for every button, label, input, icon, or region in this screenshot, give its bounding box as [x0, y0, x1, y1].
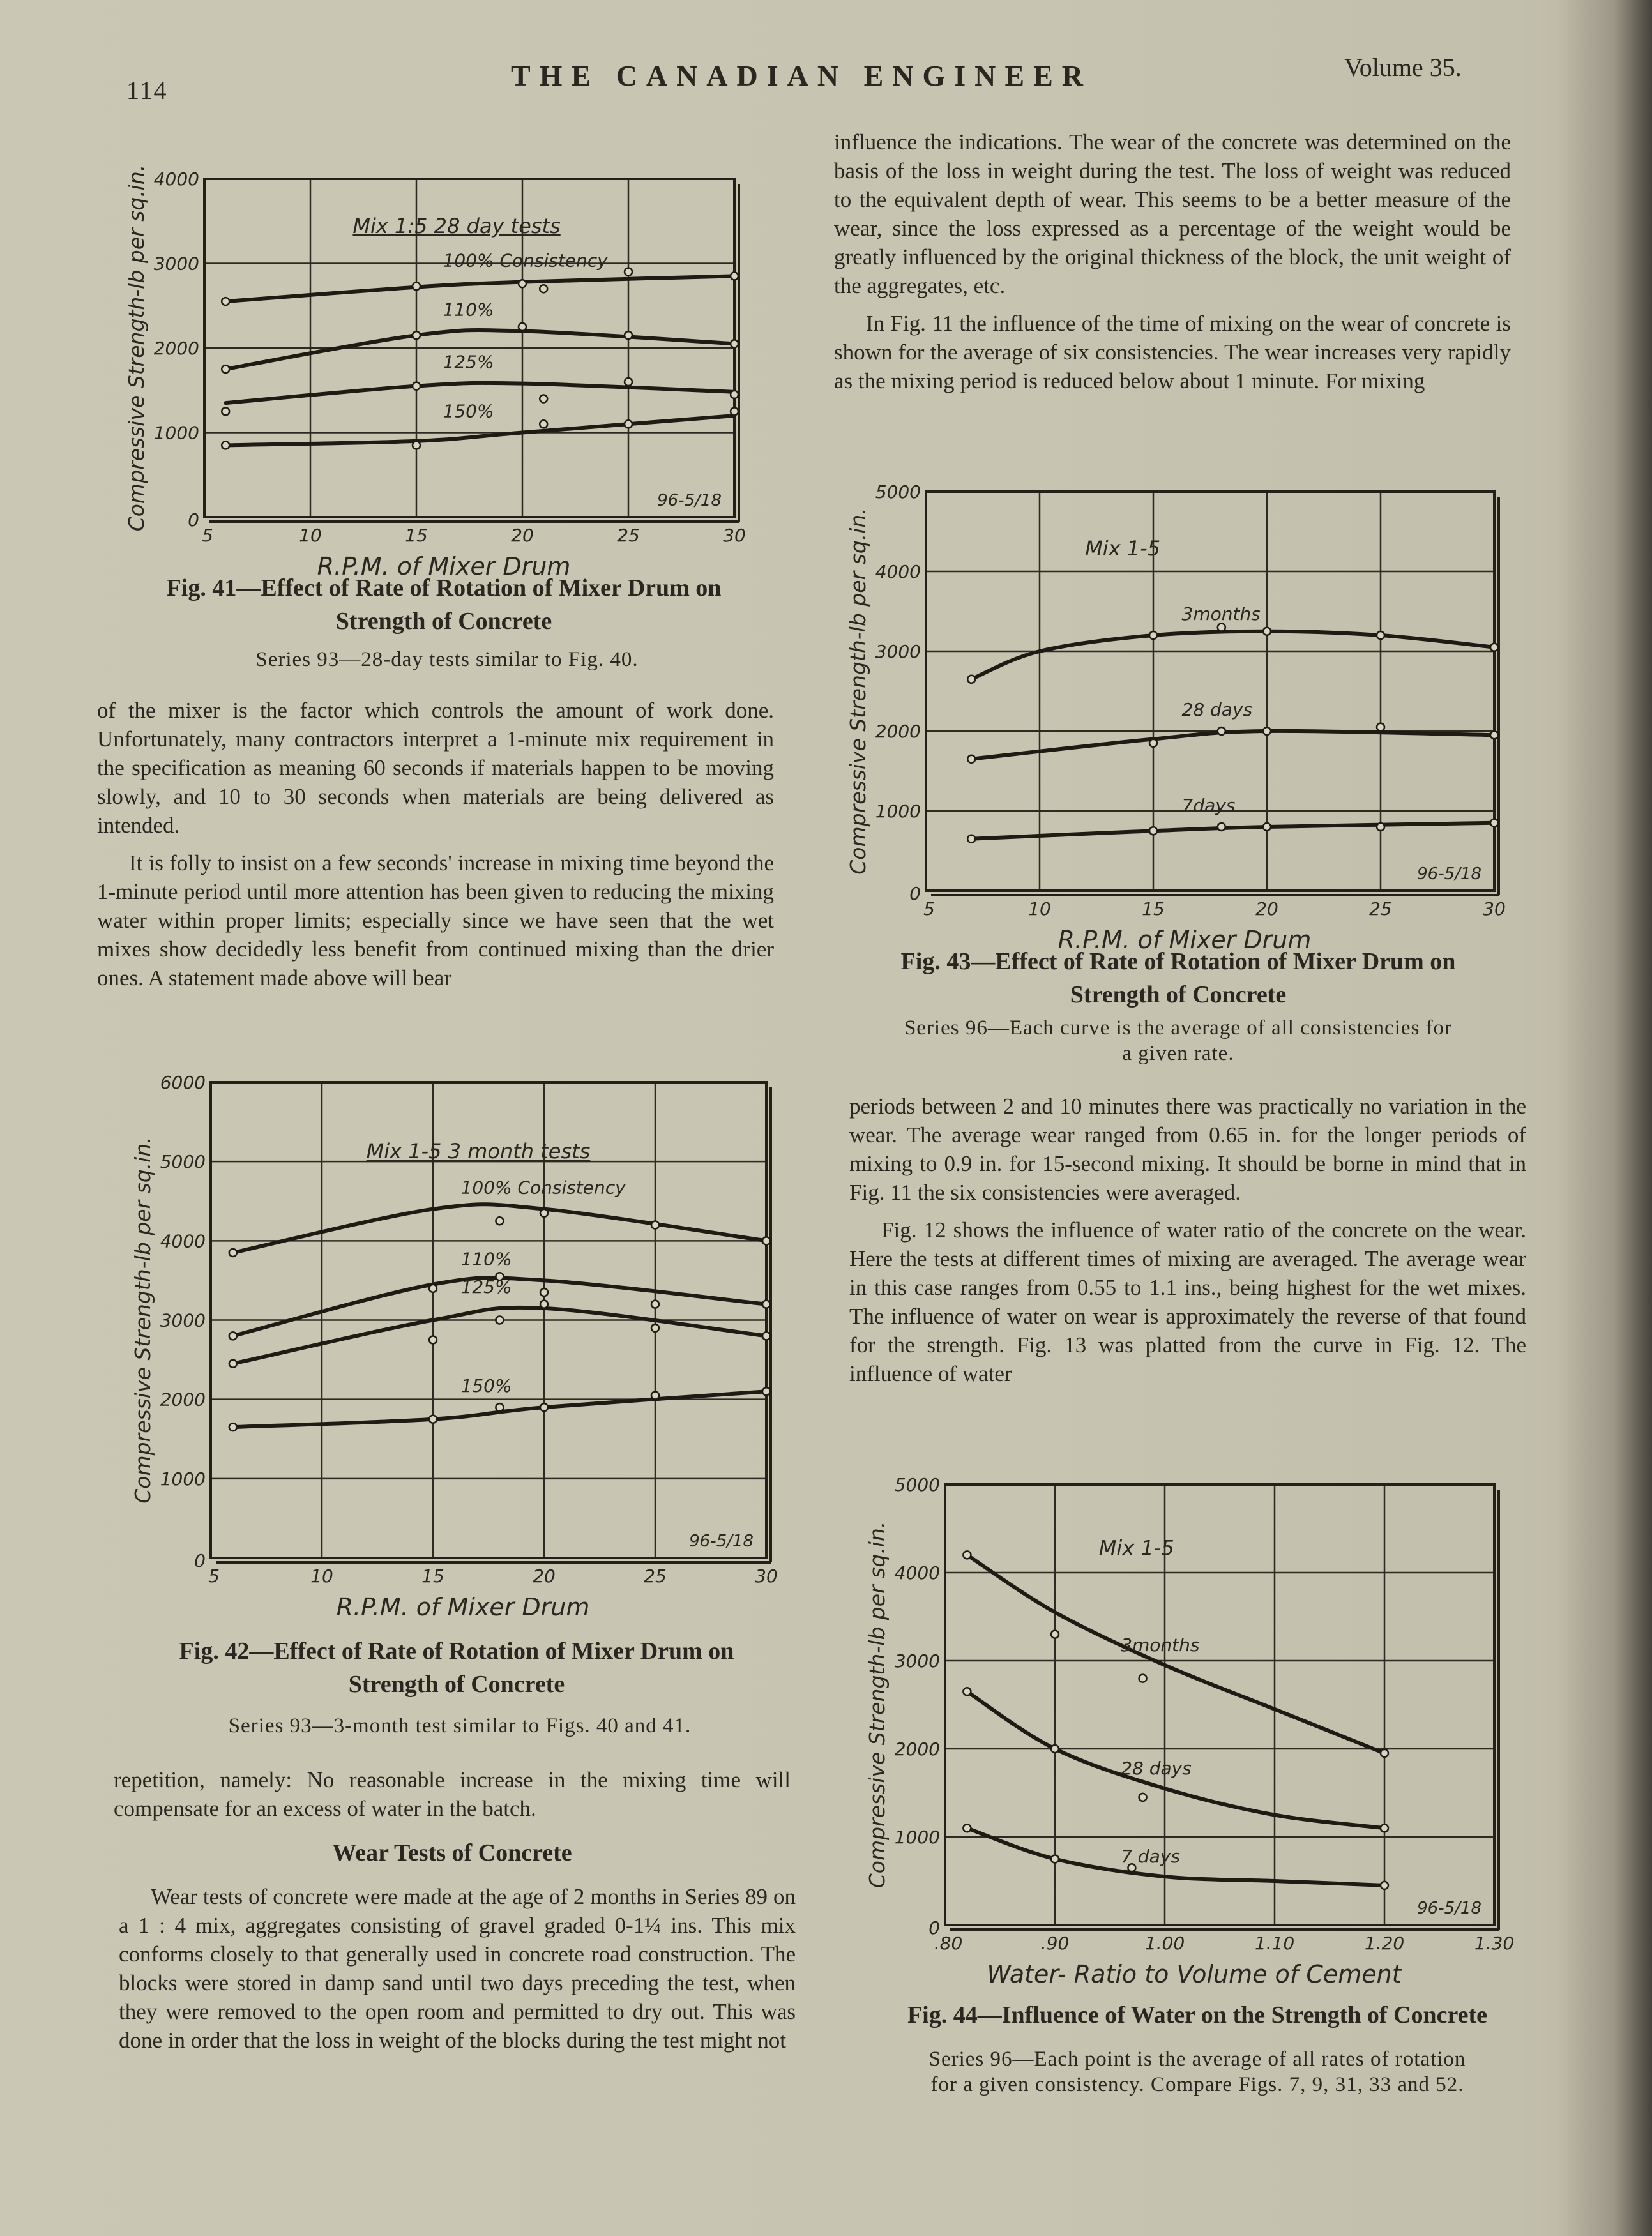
fig42-data-point [540, 1209, 548, 1217]
fig43-x-tick-label: 20 [1255, 898, 1278, 919]
section-heading-wear-tests: Wear Tests of Concrete [332, 1839, 572, 1866]
fig42-y-tick-label: 3000 [160, 1310, 206, 1331]
fig41-y-tick-label: 4000 [153, 169, 199, 190]
fig43-x-tick-label: 25 [1369, 898, 1392, 919]
fig41-data-point [413, 331, 420, 339]
fig41-data-point [222, 298, 229, 305]
fig41-x-tick-label: 20 [511, 525, 534, 546]
fig41-y-axis-label: Compressive Strength-lb per sq.in. [124, 164, 149, 532]
fig44-series-label: 28 days [1121, 1758, 1192, 1779]
fig43-series-line [971, 823, 1494, 839]
fig41-y-tick-label: 0 [188, 510, 199, 531]
fig42-x-tick-label: 25 [644, 1566, 667, 1587]
fig41-data-point [540, 285, 547, 292]
left-para-4: Wear tests of concrete were made at the age of 2 months in Series 89 on a 1 : 4 mix, aggregates consisting of gravel graded 0-1¼ ins. This mix conforms closely to that generally used in concrete road construction. The blocks were stored in damp sand until two days preceding the test, when they were removed to the open room and permitted to dry out. This was done in order that the loss in weight of the blocks during the test might not [119, 1884, 796, 2053]
fig44-y-axis-label: Compressive Strength-lb per sq.in. [865, 1521, 890, 1889]
fig42-data-point [762, 1332, 770, 1340]
fig42-data-point [429, 1285, 437, 1292]
fig44-y-tick-label: 0 [928, 1917, 940, 1938]
fig43-series-note-line2: a given rate. [1122, 1042, 1234, 1065]
fig43-data-point [1263, 823, 1271, 831]
fig41-caption-line1: Fig. 41—Effect of Rate of Rotation of Mixer Drum on [166, 575, 722, 601]
fig44-x-tick-label: 1.20 [1364, 1933, 1405, 1954]
fig44-chart-title: Mix 1-5 [1098, 1536, 1174, 1560]
fig43-series-line [971, 631, 1494, 679]
fig43-x-tick-label: 5 [923, 898, 935, 919]
fig44-data-point [963, 1688, 971, 1695]
fig43-data-point [967, 755, 975, 763]
fig42-svg [128, 1072, 792, 1638]
fig42-chart-title: Mix 1-5 3 month tests [366, 1139, 591, 1164]
left-column-text-3 [119, 1882, 796, 2055]
right-para-2: In Fig. 11 the influence of the time of mixing on the wear of concrete is shown for the average of six consistencies. The wear increases very rapidly as the mixing period is reduced below about 1 minute. For mixing [834, 311, 1511, 393]
fig41-data-point [519, 280, 526, 287]
fig43-data-point [1263, 727, 1271, 735]
fig42-data-point [651, 1391, 659, 1399]
fig41-data-point [625, 268, 632, 276]
right-column-text-1 [834, 128, 1511, 395]
fig43-x-tick-label: 10 [1028, 898, 1051, 919]
left-column-text-2 [114, 1765, 791, 1823]
fig41-data-point [222, 365, 229, 373]
fig42-chart [128, 1072, 792, 1638]
fig41-series-label: 100% Consistency [443, 250, 608, 271]
fig41-y-tick-label: 2000 [153, 338, 199, 359]
fig42-x-tick-label: 15 [421, 1566, 444, 1587]
fig42-caption-line2: Strength of Concrete [348, 1671, 565, 1698]
fig42-x-tick-label: 30 [755, 1566, 778, 1587]
fig43-y-tick-label: 0 [909, 883, 921, 904]
right-column-text-2 [849, 1092, 1526, 1388]
book-gutter-shadow [1556, 0, 1652, 2236]
fig41-data-point [413, 282, 420, 290]
fig41-series-line [225, 383, 734, 403]
fig42-y-tick-label: 5000 [160, 1151, 206, 1173]
fig41-x-tick-label: 5 [202, 525, 213, 546]
fig41-y-tick-label: 3000 [153, 253, 199, 275]
volume-label: Volume 35. [1344, 53, 1462, 82]
fig42-data-point [762, 1301, 770, 1308]
right-para-1: influence the indications. The wear of the concrete was determined on the basis of the loss in weight during the test. The loss of weight was reduced to the equivalent depth of wear. This seems to be a better measure of the wear, since the loss expressed as a percentage of the weight would be greatly influenced by the original thickness of the block, the unit weight of the aggregates, etc. [834, 130, 1511, 298]
fig41-data-point [222, 407, 229, 415]
fig41-x-tick-label: 10 [299, 525, 322, 546]
fig43-y-tick-label: 5000 [875, 481, 921, 502]
fig41-x-tick-label: 30 [723, 525, 746, 546]
fig43-data-point [1218, 727, 1225, 735]
fig44-series-label: 7 days [1121, 1846, 1181, 1868]
fig42-y-tick-label: 0 [194, 1550, 206, 1571]
fig42-data-point [429, 1416, 437, 1423]
fig41-data-point [540, 395, 547, 403]
fig42-x-tick-label: 5 [208, 1566, 220, 1587]
fig43-data-point [1377, 631, 1384, 639]
fig42-data-point [651, 1221, 659, 1229]
fig41-series-note: Series 93—28-day tests similar to Fig. 40. [255, 648, 639, 671]
fig42-y-tick-label: 4000 [160, 1230, 206, 1252]
left-para-3: repetition, namely: No reasonable increase in the mixing time will compensate for an excess of water in the batch. [114, 1767, 791, 1821]
right-para-3: periods between 2 and 10 minutes there was practically no variation in the wear. The average wear ranged from 0.65 in. for the longer periods of mixing to 0.9 in. for 15-second mixing. It should be borne in mind that in Fig. 11 the six consistencies were averaged. [849, 1094, 1526, 1205]
fig42-series-label: 100% Consistency [460, 1177, 626, 1198]
fig42-x-axis-label: R.P.M. of Mixer Drum [336, 1593, 590, 1621]
fig42-caption-line1: Fig. 42—Effect of Rate of Rotation of Mixer Drum on [179, 1638, 734, 1665]
fig41-x-tick-label: 25 [617, 525, 640, 546]
fig43-series-label: 7days [1181, 795, 1236, 816]
fig44-data-point [1381, 1824, 1388, 1832]
fig42-data-point [229, 1332, 237, 1340]
fig43-data-point [967, 835, 975, 843]
fig43-data-point [1490, 819, 1498, 827]
fig43-chart-title: Mix 1-5 [1085, 536, 1161, 561]
fig41-x-tick-label: 15 [405, 525, 428, 546]
fig41-stamp: 96-5/18 [657, 491, 722, 510]
fig42-stamp: 96-5/18 [689, 1532, 754, 1551]
fig41-data-point [519, 323, 526, 331]
fig43-svg [843, 481, 1520, 958]
fig44-data-point [1051, 1745, 1059, 1753]
fig43-caption-line1: Fig. 43—Effect of Rate of Rotation of Mixer Drum on [900, 948, 1456, 975]
fig42-data-point [540, 1288, 548, 1296]
fig41-series-label: 125% [443, 351, 494, 373]
fig43-series-line [971, 731, 1494, 759]
fig43-data-point [1218, 823, 1225, 831]
fig43-frame [926, 492, 1494, 891]
fig41-svg [115, 164, 747, 580]
fig44-series-note [849, 2046, 1545, 2097]
fig44-data-point [1381, 1882, 1388, 1889]
fig42-data-point [496, 1317, 503, 1324]
fig44-y-tick-label: 4000 [894, 1562, 940, 1583]
fig42-y-tick-label: 2000 [160, 1389, 206, 1410]
fig44-y-tick-label: 2000 [894, 1739, 940, 1760]
fig43-data-point [1490, 644, 1498, 651]
fig43-x-tick-label: 15 [1142, 898, 1165, 919]
fig42-series-label: 150% [460, 1375, 512, 1397]
fig41-data-point [413, 382, 420, 390]
fig42-series-note: Series 93—3-month test similar to Figs. 40 and 41. [228, 1714, 692, 1737]
fig42-y-tick-label: 6000 [160, 1072, 206, 1093]
fig41-series-label: 110% [443, 299, 494, 321]
fig44-caption-line1: Fig. 44—Influence of Water on the Strength of Concrete [907, 2002, 1488, 2028]
fig41-x-axis-label: R.P.M. of Mixer Drum [317, 552, 571, 580]
fig44-stamp: 96-5/18 [1417, 1899, 1481, 1918]
fig44-data-point [963, 1824, 971, 1832]
page-number: 114 [126, 76, 168, 105]
fig43-chart [843, 481, 1520, 958]
fig43-series-label: 28 days [1181, 699, 1253, 720]
fig44-data-point [1139, 1794, 1147, 1801]
fig44-series-label: 3months [1121, 1634, 1200, 1656]
fig42-y-axis-label: Compressive Strength-lb per sq.in. [130, 1137, 155, 1504]
fig43-data-point [1490, 731, 1498, 739]
fig42-data-point [762, 1237, 770, 1244]
fig44-series-note-line2: for a given consistency. Compare Figs. 7, 9, 31, 33 and 52. [930, 2073, 1464, 2096]
fig43-data-point [967, 676, 975, 683]
journal-title: THE CANADIAN ENGINEER [511, 59, 1092, 92]
fig44-series-note-line1: Series 96—Each point is the average of all rates of rotation [928, 2048, 1466, 2071]
fig43-y-axis-label: Compressive Strength-lb per sq.in. [845, 508, 870, 875]
left-column-text-1 [97, 696, 774, 992]
fig43-data-point [1149, 631, 1157, 639]
fig42-data-point [429, 1336, 437, 1344]
left-para-2: It is folly to insist on a few seconds' increase in mixing time beyond the 1-minute period until more attention has been given to reducing the mixing water within proper limits; especially since we have seen that the wet mixes show decidedly less benefit from continued mixing than the drier ones. A statement made above will bear [97, 850, 774, 990]
fig43-caption-line2: Strength of Concrete [1070, 981, 1287, 1008]
fig42-x-tick-label: 10 [310, 1566, 333, 1587]
fig42-x-tick-label: 20 [533, 1566, 556, 1587]
fig42-y-tick-label: 1000 [160, 1468, 206, 1490]
fig42-data-point [229, 1360, 237, 1368]
fig44-x-tick-label: 1.30 [1474, 1933, 1515, 1954]
fig41-series-label: 150% [443, 400, 494, 422]
fig43-data-point [1377, 723, 1384, 731]
fig44-y-tick-label: 1000 [894, 1827, 940, 1848]
fig42-data-point [651, 1301, 659, 1308]
fig42-series-line [233, 1204, 766, 1253]
fig44-x-tick-label: .80 [934, 1933, 963, 1954]
fig44-data-point [1051, 1631, 1059, 1638]
fig43-stamp: 96-5/18 [1417, 865, 1481, 884]
fig44-x-axis-label: Water- Ratio to Volume of Cement [987, 1960, 1402, 1988]
fig41-series-line [225, 276, 734, 301]
fig43-caption [837, 945, 1520, 1011]
fig42-series-label: 125% [460, 1276, 512, 1297]
fig43-series-note-line1: Series 96—Each curve is the average of all consistencies for [904, 1016, 1453, 1039]
fig41-data-point [413, 441, 420, 449]
fig44-x-tick-label: 1.00 [1144, 1933, 1185, 1954]
fig42-series-label: 110% [460, 1248, 512, 1270]
fig44-x-tick-label: 1.10 [1254, 1933, 1295, 1954]
fig44-data-point [963, 1551, 971, 1559]
fig42-data-point [229, 1249, 237, 1257]
fig41-data-point [625, 420, 632, 428]
fig44-caption [849, 1998, 1545, 2032]
fig41-data-point [731, 407, 738, 415]
fig43-data-point [1377, 823, 1384, 831]
fig44-data-point [1051, 1855, 1059, 1863]
fig41-data-point [731, 272, 738, 280]
fig44-data-point [1139, 1675, 1147, 1682]
fig42-caption [115, 1635, 798, 1701]
fig42-data-point [229, 1423, 237, 1431]
fig44-y-tick-label: 3000 [894, 1651, 940, 1672]
fig44-frame [945, 1484, 1494, 1925]
fig44-y-tick-label: 5000 [894, 1474, 940, 1495]
fig43-data-point [1149, 739, 1157, 747]
fig41-y-tick-label: 1000 [153, 422, 199, 444]
fig43-data-point [1263, 628, 1271, 635]
fig42-data-point [540, 1403, 548, 1411]
fig43-data-point [1218, 624, 1225, 631]
fig44-svg [856, 1472, 1533, 2002]
fig41-data-point [625, 378, 632, 386]
right-para-4: Fig. 12 shows the influence of water ratio of the concrete on the wear. Here the tests at different times of mixing are averaged. The average wear in this case ranges from 0.55 to 1.1 ins., being highest for the wet mixes. The influence of water on wear is approximately the reverse of that found for the strength. Fig. 13 was platted from the curve in Fig. 12. The influence of water [849, 1218, 1526, 1386]
fig43-series-label: 3months [1181, 603, 1261, 624]
fig43-y-tick-label: 1000 [875, 801, 921, 822]
fig41-chart-title: Mix 1:5 28 day tests [352, 213, 561, 238]
fig43-y-tick-label: 3000 [875, 641, 921, 662]
fig41-data-point [625, 331, 632, 339]
fig42-data-point [762, 1387, 770, 1395]
fig43-x-axis-label: R.P.M. of Mixer Drum [1057, 926, 1312, 954]
fig41-caption [102, 571, 785, 638]
fig44-chart [856, 1472, 1533, 2002]
fig43-series-note [837, 1015, 1520, 1066]
fig42-data-point [496, 1217, 503, 1225]
left-para-1: of the mixer is the factor which controls the amount of work done. Unfortunately, many contractors interpret a 1-minute mix requirement in the specification as meaning 60 seconds if materials happen to be moving slowly, and 10 to 30 seconds when materials are being delivered as intended. [97, 698, 774, 838]
fig44-data-point [1381, 1749, 1388, 1757]
fig42-data-point [651, 1324, 659, 1332]
fig44-x-tick-label: .90 [1040, 1933, 1070, 1954]
fig41-data-point [731, 391, 738, 398]
fig43-x-tick-label: 30 [1483, 898, 1506, 919]
fig41-chart [115, 164, 747, 580]
fig41-caption-line2: Strength of Concrete [335, 608, 552, 635]
fig41-data-point [222, 441, 229, 449]
fig42-data-point [540, 1301, 548, 1308]
fig43-y-tick-label: 4000 [875, 561, 921, 582]
fig43-y-tick-label: 2000 [875, 721, 921, 742]
fig42-data-point [496, 1403, 503, 1411]
fig43-data-point [1149, 827, 1157, 835]
fig41-data-point [540, 420, 547, 428]
fig41-data-point [731, 340, 738, 347]
